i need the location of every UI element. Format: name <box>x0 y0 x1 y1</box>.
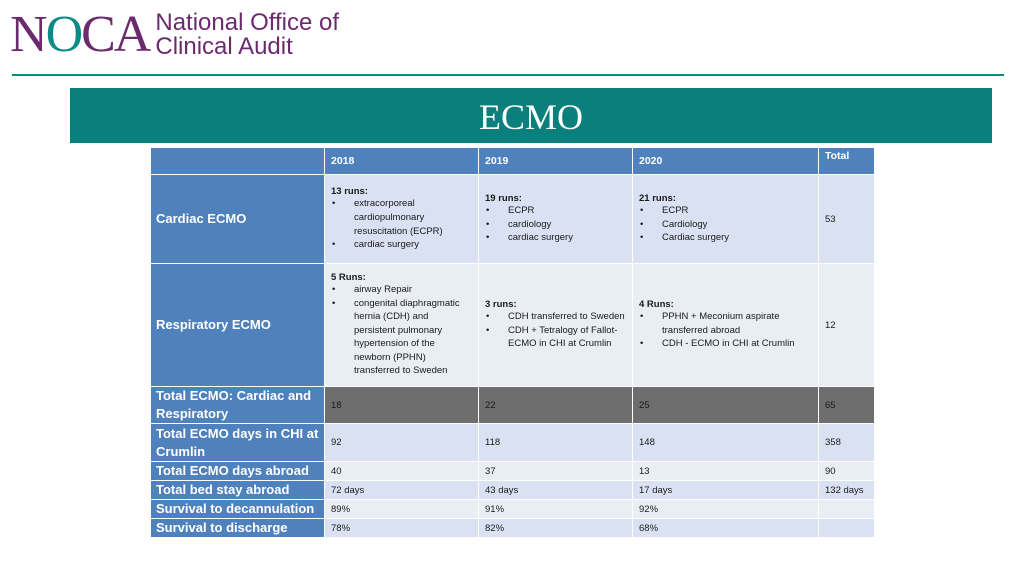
table-row-bed-stay <box>151 481 875 500</box>
logo-letter-n: N <box>10 6 46 63</box>
logo-line-1: National Office of <box>155 9 340 36</box>
respiratory-2019-list <box>485 310 626 351</box>
logo-letters-ca: CA <box>81 6 150 63</box>
respiratory-total: 12 <box>819 264 875 387</box>
respiratory-2020-list <box>639 310 812 351</box>
table-row-total-ecmo <box>151 387 875 424</box>
discharge-2020: 68% <box>633 519 819 538</box>
row-label-days-abroad: Total ECMO days abroad <box>151 462 325 481</box>
header-divider <box>12 74 1004 76</box>
ecmo-table <box>150 147 875 538</box>
bed-stay-2019: 43 days <box>479 481 633 500</box>
cardiac-2020-list <box>639 204 812 245</box>
logo-line-2: Clinical Audit <box>155 33 293 60</box>
row-label-discharge: Survival to discharge <box>151 519 325 538</box>
cardiac-2018-cell <box>325 175 479 264</box>
list-item: • congenital diaphragmatic hernia (CDH) and persistent pulmonary hypertension of the newborn (PPHN) transferred to Sweden <box>354 297 472 379</box>
respiratory-2020-title: 4 Runs: <box>639 299 674 311</box>
table-row-discharge <box>151 519 875 538</box>
cardiac-2020-title: 21 runs: <box>639 193 676 205</box>
noca-logo <box>10 6 340 63</box>
table-row-respiratory <box>151 264 875 387</box>
row-label-total-ecmo: Total ECMO: Cardiac and Respiratory <box>151 387 325 424</box>
list-item: • Cardiology <box>662 218 812 232</box>
cardiac-2019-title: 19 runs: <box>485 193 522 205</box>
bed-stay-2020: 17 days <box>633 481 819 500</box>
days-chi-2019: 118 <box>479 424 633 462</box>
row-label-bed-stay: Total bed stay abroad <box>151 481 325 500</box>
list-item: • extracorporeal cardiopulmonary resuscitation (ECPR) <box>354 197 472 238</box>
discharge-2018: 78% <box>325 519 479 538</box>
row-label-days-chi: Total ECMO days in CHI at Crumlin <box>151 424 325 462</box>
cardiac-2020-cell <box>633 175 819 264</box>
respiratory-2020-cell <box>633 264 819 387</box>
list-item: • cardiology <box>508 218 626 232</box>
list-item: • PPHN + Meconium aspirate transferred abroad <box>662 310 812 337</box>
respiratory-2018-cell <box>325 264 479 387</box>
list-item: • airway Repair <box>354 283 472 297</box>
table-row-days-abroad <box>151 462 875 481</box>
cardiac-2019-list <box>485 204 626 245</box>
total-ecmo-total: 65 <box>819 387 875 424</box>
cardiac-2018-list <box>331 197 472 251</box>
table-row-cardiac <box>151 175 875 264</box>
header-empty-cell <box>151 148 325 175</box>
list-item: • CDH transferred to Sweden <box>508 310 626 324</box>
list-item: • CDH - ECMO in CHI at Crumlin <box>662 337 812 351</box>
list-item: • ECPR <box>662 204 812 218</box>
header-2019: 2019 <box>479 148 633 175</box>
respiratory-2018-title: 5 Runs: <box>331 271 366 283</box>
discharge-2019: 82% <box>479 519 633 538</box>
header-2020: 2020 <box>633 148 819 175</box>
days-abroad-2020: 13 <box>633 462 819 481</box>
page-title: ECMO <box>478 97 583 137</box>
total-ecmo-2020: 25 <box>633 387 819 424</box>
days-chi-2018: 92 <box>325 424 479 462</box>
table-row-decannulation <box>151 500 875 519</box>
respiratory-2019-title: 3 runs: <box>485 299 517 311</box>
bed-stay-2018: 72 days <box>325 481 479 500</box>
list-item: • ECPR <box>508 204 626 218</box>
total-ecmo-2018: 18 <box>325 387 479 424</box>
list-item: • CDH + Tetralogy of Fallot- ECMO in CHI at Crumlin <box>508 324 626 351</box>
list-item: • cardiac surgery <box>354 238 472 252</box>
respiratory-2019-cell <box>479 264 633 387</box>
days-chi-2020: 148 <box>633 424 819 462</box>
title-banner <box>70 88 992 143</box>
cardiac-2018-title: 13 runs: <box>331 186 368 198</box>
days-abroad-2019: 37 <box>479 462 633 481</box>
total-ecmo-2019: 22 <box>479 387 633 424</box>
decannulation-2018: 89% <box>325 500 479 519</box>
row-label-decannulation: Survival to decannulation <box>151 500 325 519</box>
list-item: • Cardiac surgery <box>662 231 812 245</box>
logo-mark <box>10 6 150 63</box>
logo-text <box>155 11 339 59</box>
row-label-respiratory: Respiratory ECMO <box>151 264 325 387</box>
bed-stay-total: 132 days <box>819 481 875 500</box>
header-2018: 2018 <box>325 148 479 175</box>
list-item: • cardiac surgery <box>508 231 626 245</box>
table-row-days-chi <box>151 424 875 462</box>
decannulation-2019: 91% <box>479 500 633 519</box>
discharge-total <box>819 519 875 538</box>
respiratory-2018-list <box>331 283 472 378</box>
cardiac-2019-cell <box>479 175 633 264</box>
decannulation-total <box>819 500 875 519</box>
logo-letter-o: O <box>45 6 82 63</box>
days-abroad-total: 90 <box>819 462 875 481</box>
table-header-row <box>151 148 875 175</box>
cardiac-total: 53 <box>819 175 875 264</box>
days-chi-total: 358 <box>819 424 875 462</box>
days-abroad-2018: 40 <box>325 462 479 481</box>
row-label-cardiac: Cardiac ECMO <box>151 175 325 264</box>
decannulation-2020: 92% <box>633 500 819 519</box>
header-total: Total <box>819 148 875 175</box>
